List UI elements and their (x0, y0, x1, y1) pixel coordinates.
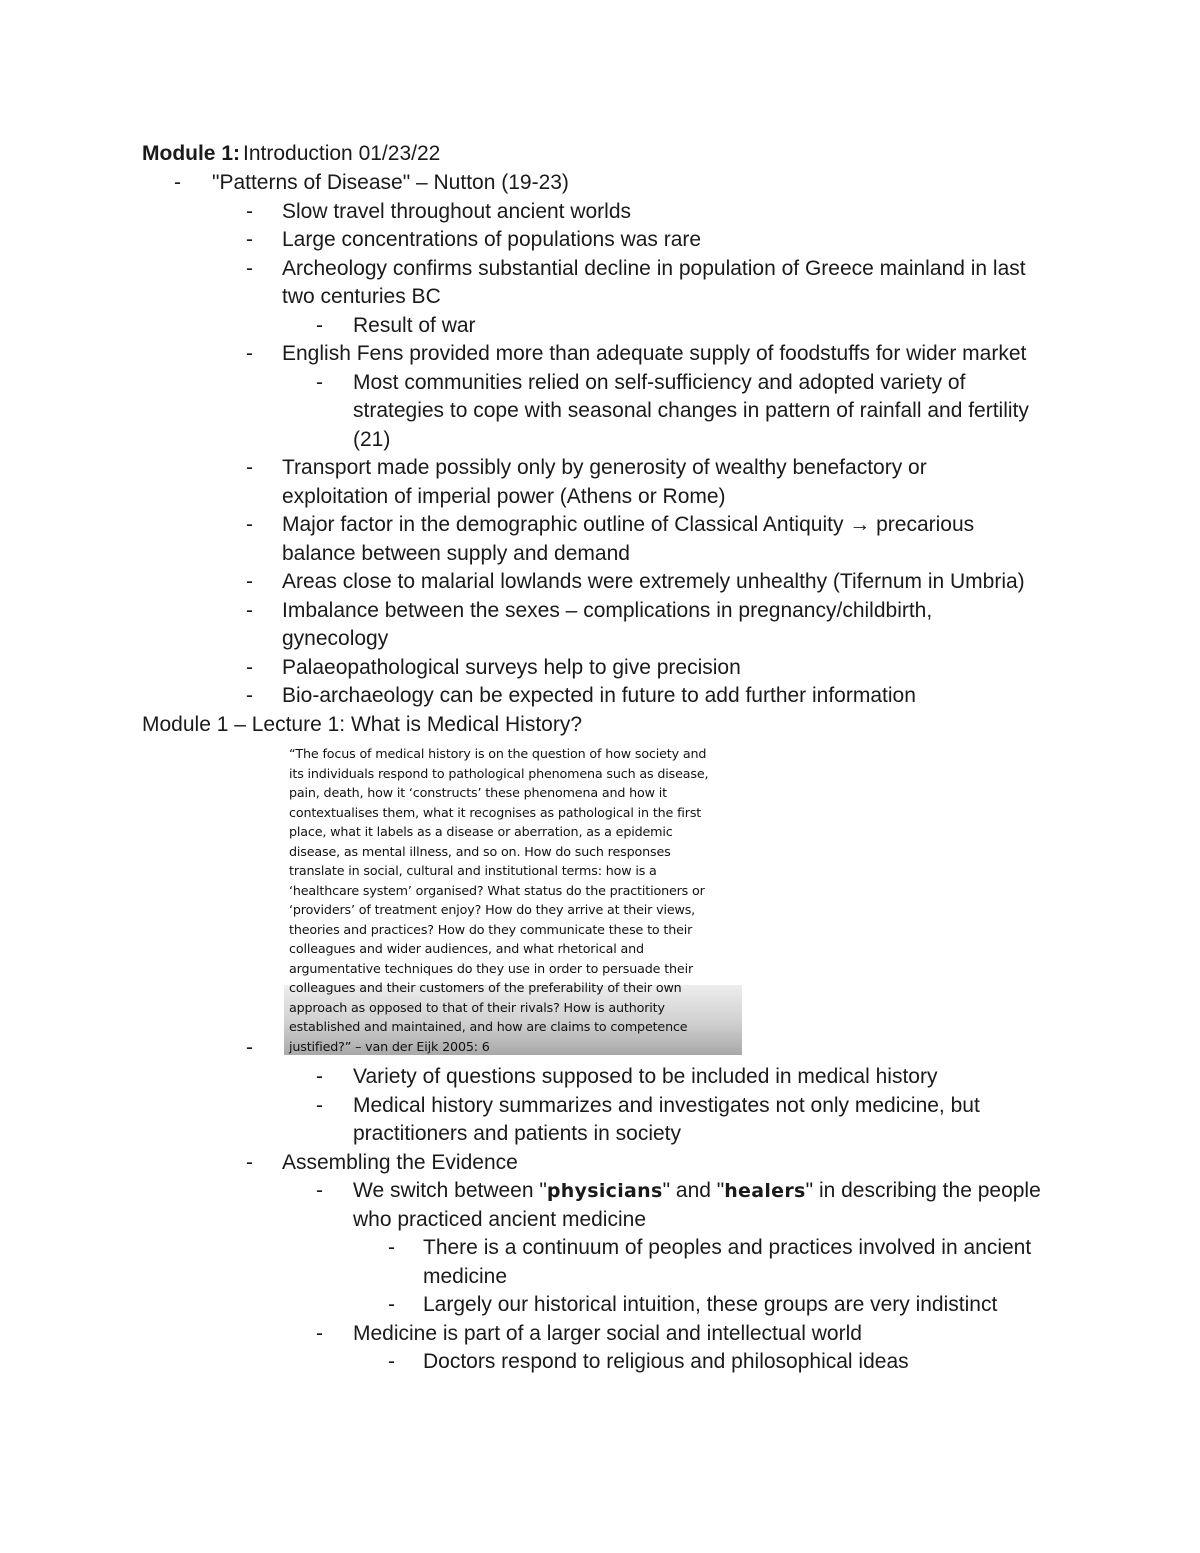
quote-image (284, 740, 742, 1055)
physicians-term: physicians (546, 1180, 663, 1202)
physicians-healers-line: We switch between "physicians" and "healers" in describing the people (353, 1179, 1041, 1202)
module-title: Introduction 01/23/22 (243, 142, 441, 165)
healers-term: healers (724, 1180, 806, 1202)
quote-text: “The focus of medical history is on the question of how society and its individuals respond to pathological phenomena such as disease, pain, death, how it ‘constructs’ these phenomena and how it contextualises them, what it recognises as pathological in the first place, what it labels as a disease or aberration, as a epidemic disease, as mental illness, and so on. How do such responses translate in social, cultural and institutional terms: how is a ‘healthcare system’ organised? What status do the practitioners or ‘providers’ of treatment enjoy? How do they arrive at their views, theories and practices? How do they communicate these to their colleagues and wider audiences, and what rhetorical and argumentative techniques do they use in order to persuade their colleagues and their customers of the preferability of their own approach as opposed to that of their rivals? How is authority established and maintained, and how are claims to competence justified?” – van der Eijk 2005: 6 (289, 746, 709, 1054)
module-label: Module 1: (142, 142, 240, 165)
